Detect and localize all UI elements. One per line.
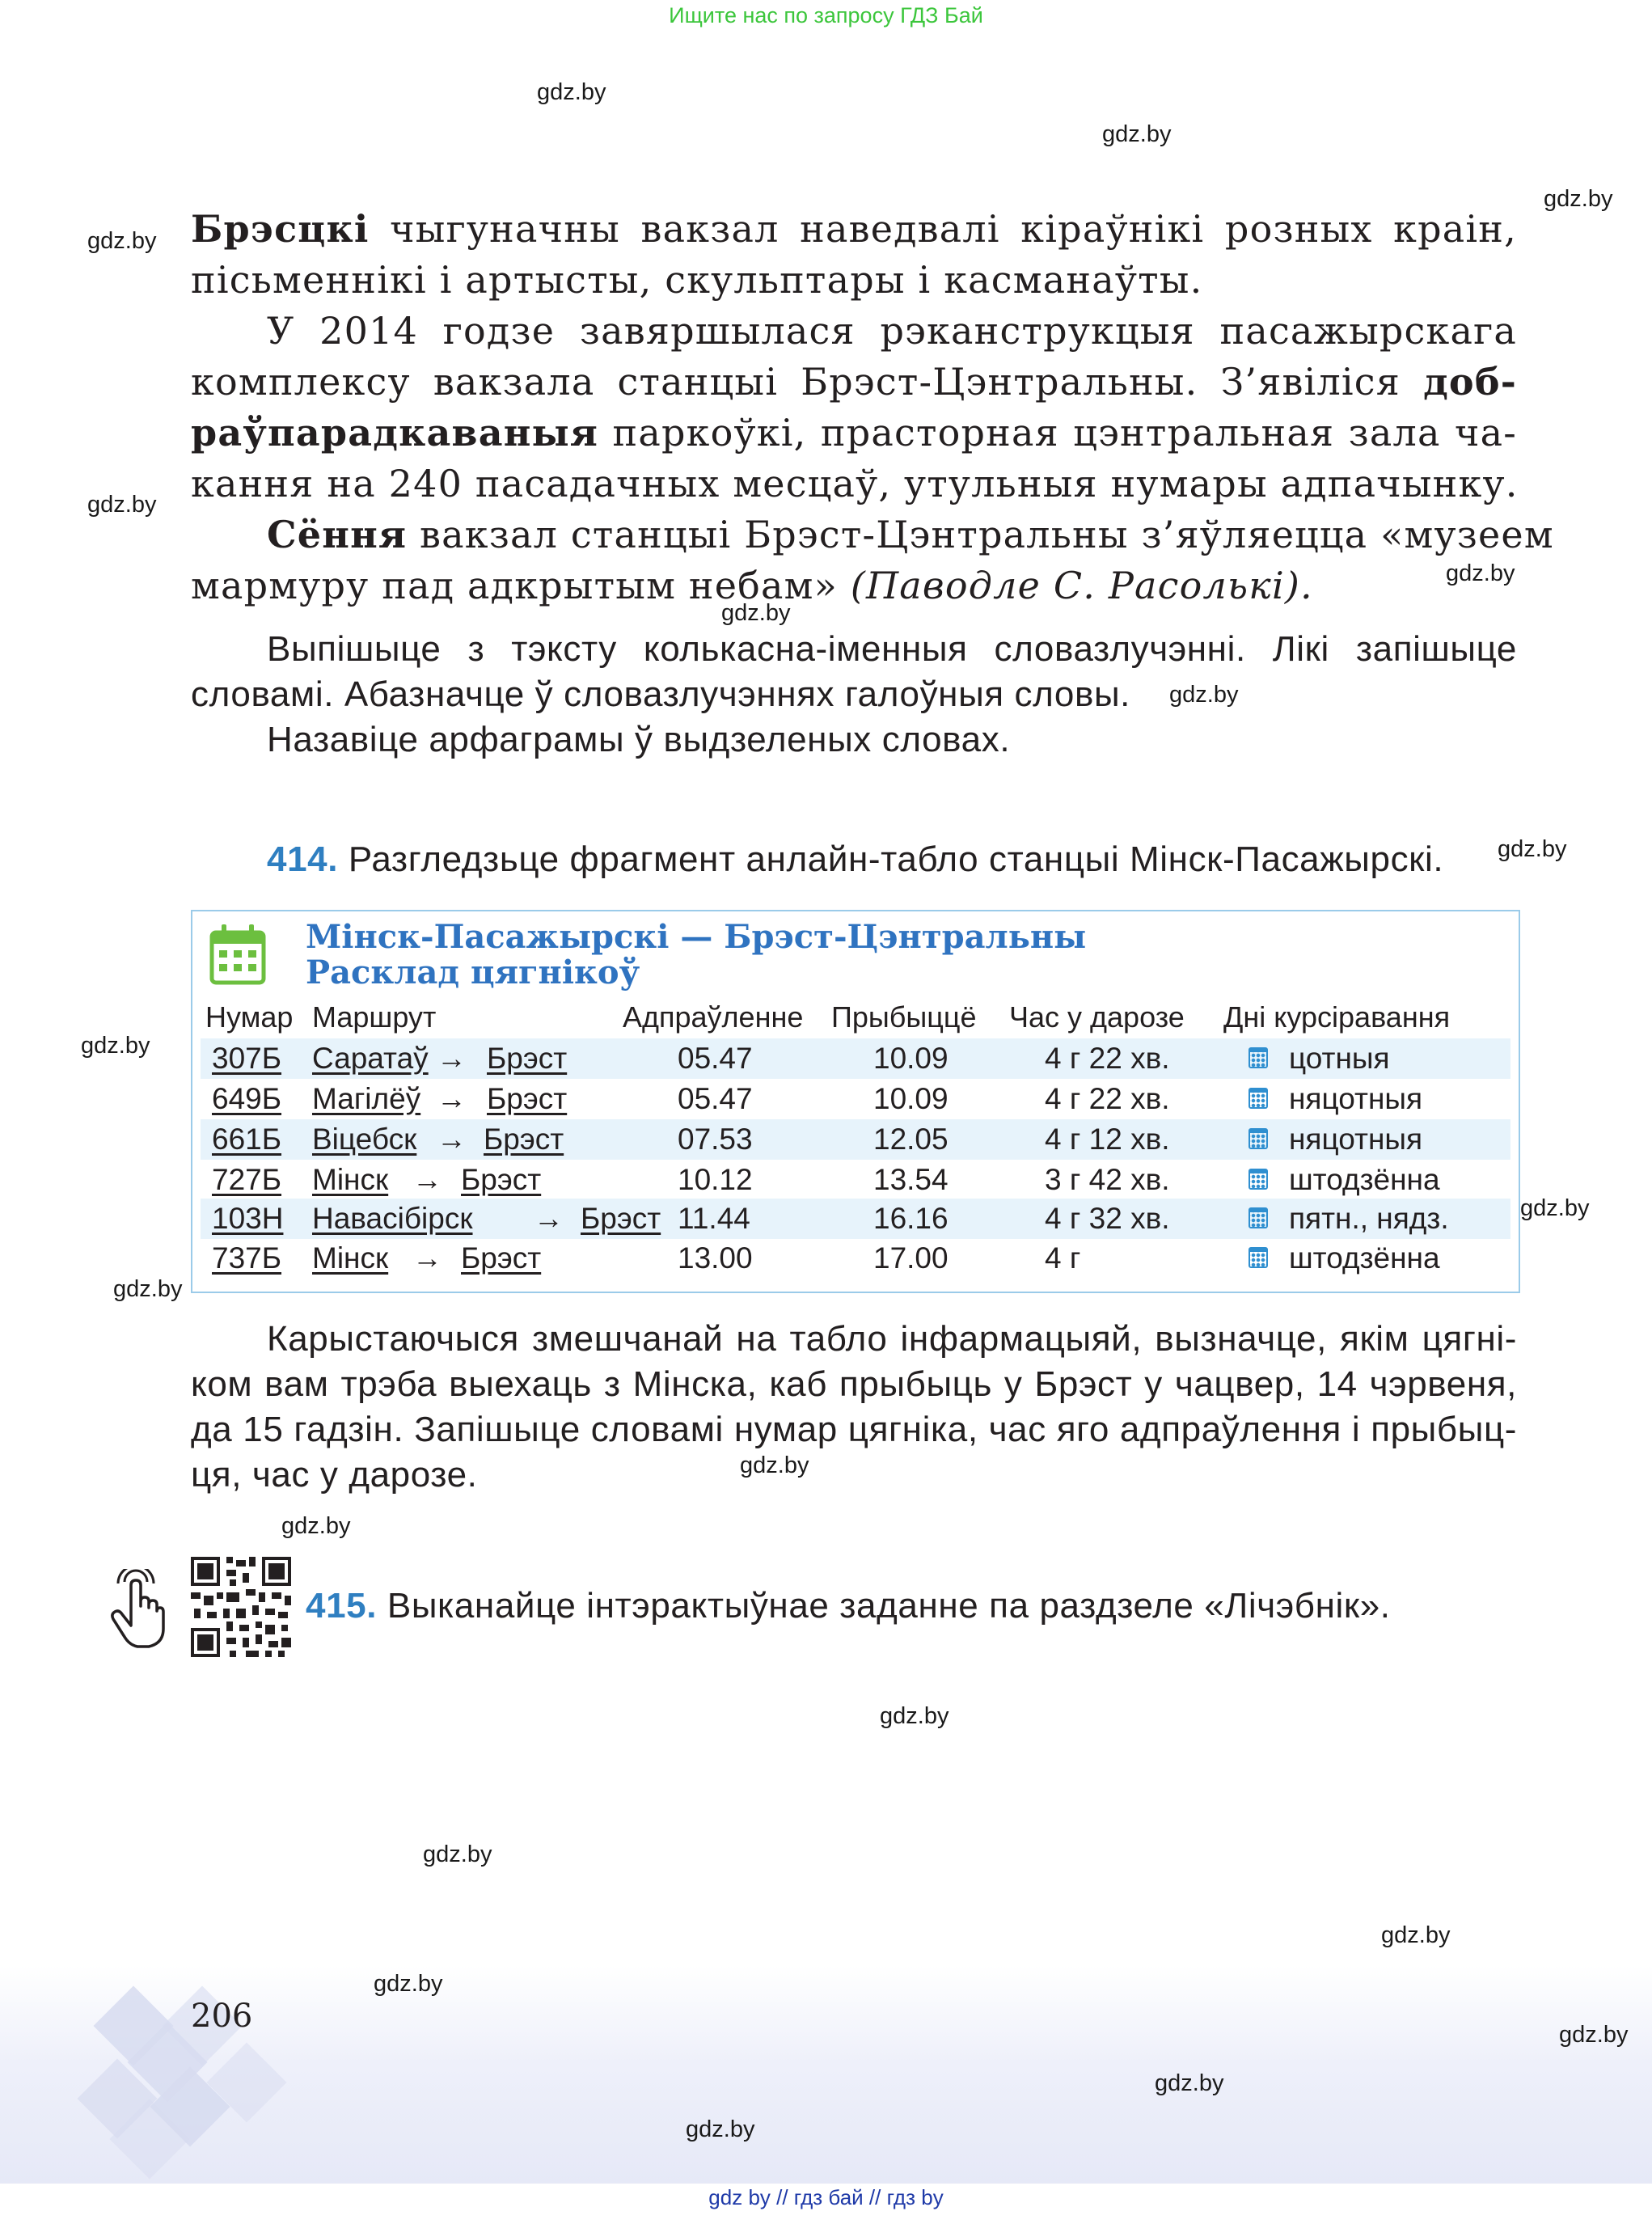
watermark: gdz.by	[281, 1513, 351, 1539]
highlighted-word: доб-	[1423, 360, 1517, 404]
watermark: gdz.by	[87, 492, 157, 518]
calendar-icon	[1249, 1088, 1268, 1109]
travel-duration: 4 г 12 хв.	[1045, 1123, 1170, 1156]
text-line: мармуру пад адкрытым небам» (Паводле С. Расолькі).	[191, 564, 1313, 607]
route-to: Брэст	[461, 1163, 542, 1196]
calendar-icon	[1249, 1047, 1268, 1068]
page-number: 206	[191, 1998, 253, 2035]
running-days: штодзённа	[1289, 1241, 1440, 1275]
train-number: 661Б	[212, 1123, 282, 1156]
train-number: 727Б	[212, 1163, 282, 1196]
running-days: няцотныя	[1289, 1082, 1423, 1115]
text-line: пісьменнікі і артысты, скульптары і касманаўты.	[191, 258, 1203, 302]
train-number: 103Н	[212, 1202, 284, 1235]
task-text: ця, час у дарозе.	[191, 1455, 478, 1495]
watermark: gdz.by	[81, 1033, 150, 1059]
route-from: Мінск	[312, 1163, 389, 1196]
table-row	[201, 1038, 1510, 1079]
text-line: кання на 240 пасадачных месцаў, утульныя нумары адпачынку.	[191, 462, 1519, 505]
running-days: пятн., нядз.	[1289, 1202, 1449, 1235]
arrow-icon: →	[412, 1163, 442, 1196]
arrival-time: 10.09	[873, 1042, 949, 1075]
departure-time: 05.47	[678, 1082, 753, 1115]
calendar-icon	[1249, 1128, 1268, 1149]
travel-duration: 4 г 22 хв.	[1045, 1042, 1170, 1075]
route-to: Брэст	[487, 1042, 568, 1075]
watermark: gdz.by	[1155, 2070, 1224, 2096]
calendar-icon	[1249, 1247, 1268, 1268]
source-citation: (Паводле С. Расолькі).	[850, 564, 1313, 607]
running-days: цотныя	[1289, 1042, 1390, 1075]
highlighted-word: раўпарадкаваныя	[191, 411, 599, 455]
watermark: gdz.by	[880, 1703, 949, 1729]
watermark: gdz.by	[423, 1841, 492, 1867]
route-from: Віцебск	[312, 1123, 417, 1156]
route-from: Мінск	[312, 1241, 389, 1275]
train-number: 649Б	[212, 1082, 282, 1115]
header-arrival: Прыбыццё	[831, 1000, 977, 1034]
task-text: ком вам трэба выехаць з Мінска, каб прыбыць у Брэст у чацвер, 14 чэрвеня,	[191, 1364, 1517, 1404]
arrow-icon: →	[437, 1123, 467, 1156]
departure-time: 07.53	[678, 1123, 753, 1156]
header-duration: Час у дарозе	[1009, 1000, 1185, 1034]
watermark: gdz.by	[537, 79, 606, 105]
task-415-heading: 415. Выканайце інтэрактыўнае заданне па раздзеле «Лічэбнік».	[306, 1586, 1391, 1626]
running-days: штодзённа	[1289, 1163, 1440, 1196]
watermark: gdz.by	[1498, 836, 1567, 862]
table-row	[201, 1238, 1510, 1279]
departure-time: 11.44	[678, 1202, 750, 1235]
watermark: gdz.by	[1169, 682, 1239, 708]
travel-duration: 3 г 42 хв.	[1045, 1163, 1170, 1196]
calendar-icon	[1249, 1207, 1268, 1228]
touch-hand-icon	[107, 1569, 167, 1650]
route-from: Саратаў	[312, 1042, 429, 1075]
watermark: gdz.by	[113, 1276, 183, 1302]
watermark: gdz.by	[1544, 186, 1613, 212]
task-number: 415.	[306, 1586, 378, 1626]
watermark: gdz.by	[1520, 1195, 1590, 1221]
header-number: Нумар	[205, 1000, 294, 1034]
calendar-icon	[209, 921, 267, 986]
text-line: Сёння вакзал станцыі Брэст-Цэнтральны з’яўляецца «музеем	[267, 513, 1554, 556]
bottom-banner[interactable]: gdz by // гдз бай // гдз by	[708, 2185, 944, 2209]
header-route: Маршрут	[312, 1000, 437, 1034]
table-row	[201, 1079, 1510, 1119]
watermark: gdz.by	[374, 1971, 443, 1997]
route-to: Брэст	[487, 1082, 568, 1115]
arrow-icon: →	[534, 1202, 564, 1235]
header-days: Дні курсіравання	[1223, 1000, 1451, 1034]
task-number: 414.	[267, 839, 339, 879]
arrival-time: 10.09	[873, 1082, 949, 1115]
departure-time: 05.47	[678, 1042, 753, 1075]
watermark: gdz.by	[1381, 1922, 1451, 1948]
arrow-icon: →	[437, 1042, 467, 1075]
departure-time: 10.12	[678, 1163, 753, 1196]
task-text: Выпішыце з тэксту колькасна-іменныя словазлучэнні. Лікі запішыце	[267, 629, 1517, 669]
departure-time: 13.00	[678, 1241, 753, 1275]
watermark: gdz.by	[721, 600, 791, 626]
task-text: Назавіце арфаграмы ў выдзеленых словах.	[267, 720, 1011, 759]
task-text: словамі. Абазначце ў словазлучэннях галоўныя словы.	[191, 674, 1131, 714]
calendar-icon	[1249, 1169, 1268, 1190]
route-to: Брэст	[461, 1241, 542, 1275]
route-to: Брэст	[581, 1202, 661, 1235]
highlighted-word: Сёння	[267, 513, 408, 556]
train-number: 307Б	[212, 1042, 282, 1075]
qr-code-icon[interactable]	[191, 1557, 291, 1657]
route-from: Магілёў	[312, 1082, 421, 1115]
table-row	[201, 1160, 1510, 1200]
watermark: gdz.by	[1102, 121, 1172, 147]
travel-duration: 4 г	[1045, 1241, 1081, 1275]
arrival-time: 12.05	[873, 1123, 949, 1156]
route-from: Навасібірск	[312, 1202, 473, 1235]
arrow-icon: →	[412, 1241, 442, 1275]
table-row	[201, 1119, 1510, 1160]
arrival-time: 13.54	[873, 1163, 949, 1196]
text-line: раўпарадкаваныя паркоўкі, прасторная цэнтральная зала ча-	[191, 411, 1517, 455]
running-days: няцотныя	[1289, 1123, 1423, 1156]
text-line: Брэсцкі чыгуначны вакзал наведвалі кіраўнікі розных краін,	[191, 207, 1517, 251]
header-departure: Адпраўленне	[623, 1000, 804, 1034]
watermark: gdz.by	[1446, 560, 1515, 586]
board-subtitle: Расклад цягнікоў	[306, 953, 640, 991]
watermark: gdz.by	[87, 228, 157, 254]
arrow-icon: →	[437, 1082, 467, 1115]
arrival-time: 16.16	[873, 1202, 949, 1235]
top-banner[interactable]: Ищите нас по запросу ГДЗ Бай	[669, 3, 983, 27]
text-line: У 2014 годзе завяршылася рэканструкцыя пасажырскага	[267, 309, 1517, 353]
table-row	[201, 1199, 1510, 1239]
highlighted-word: Брэсцкі	[191, 207, 370, 251]
watermark: gdz.by	[1559, 2022, 1629, 2048]
travel-duration: 4 г 32 хв.	[1045, 1202, 1170, 1235]
watermark: gdz.by	[740, 1452, 809, 1478]
task-text: да 15 гадзін. Запішыце словамі нумар цягніка, час яго адпраўлення і прыбыц-	[191, 1410, 1517, 1449]
arrival-time: 17.00	[873, 1241, 949, 1275]
text-line: комплексу вакзала станцыі Брэст-Цэнтральны. З’явіліся доб-	[191, 360, 1517, 404]
task-414-heading: 414. Разгледзьце фрагмент анлайн-табло станцыі Мінск-Пасажырскі.	[267, 839, 1444, 879]
train-number: 737Б	[212, 1241, 282, 1275]
task-text: Карыстаючыся змешчанай на табло інфармацыяй, вызначце, якім цягні-	[267, 1319, 1517, 1359]
board-title: Мінск-Пасажырскі — Брэст-Цэнтральны	[306, 918, 1087, 956]
watermark: gdz.by	[686, 2116, 755, 2142]
timetable-board	[191, 910, 1520, 1293]
route-to: Брэст	[484, 1123, 564, 1156]
travel-duration: 4 г 22 хв.	[1045, 1082, 1170, 1115]
